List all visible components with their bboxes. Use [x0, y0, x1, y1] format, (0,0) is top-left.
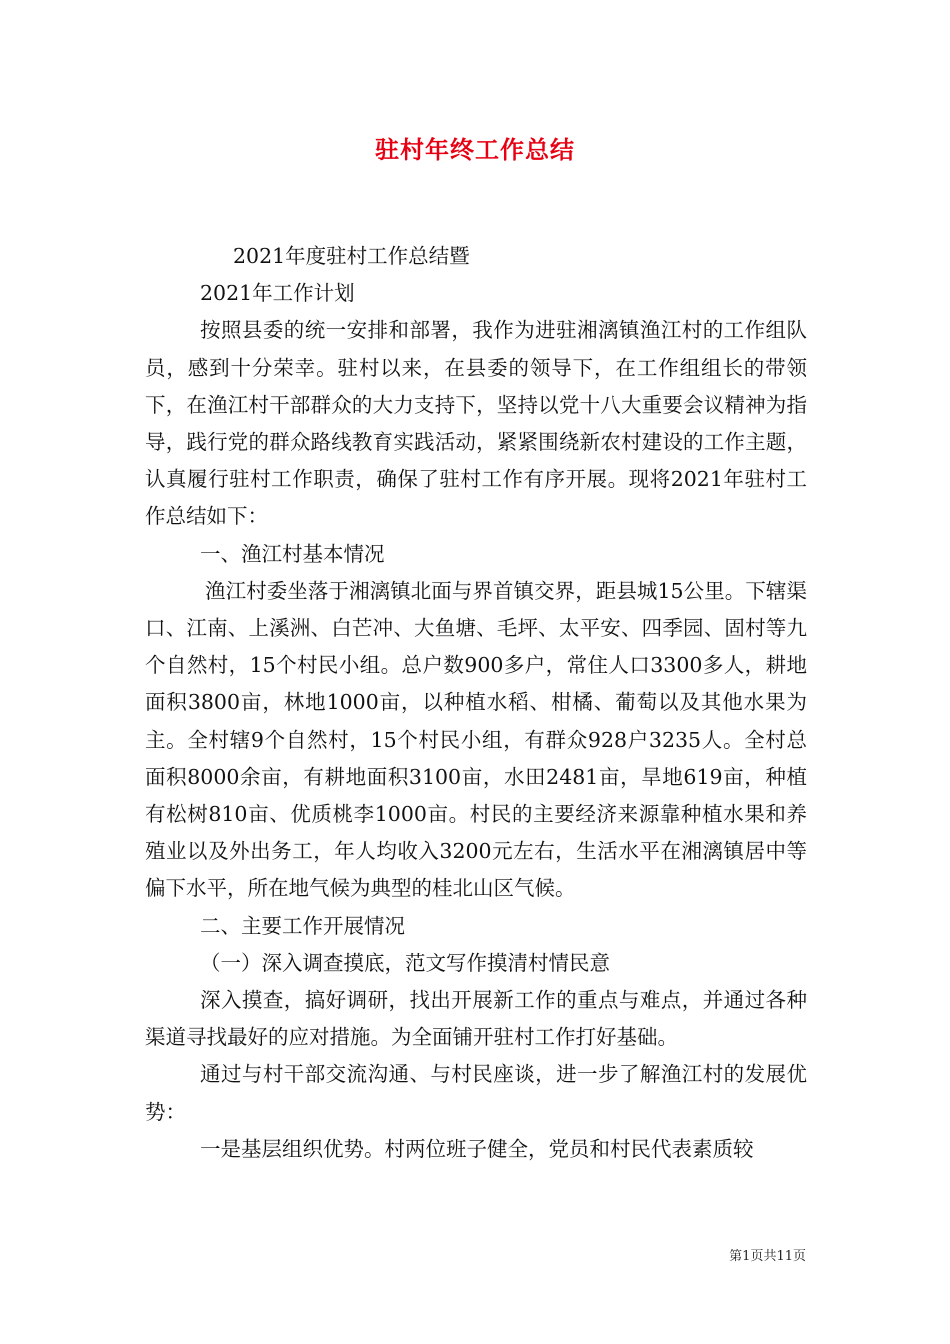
document-body [145, 238, 807, 1168]
subsection-1-heading: （一）深入调查摸底，范文写作摸清村情民意 [200, 950, 610, 975]
page-title: 驻村年终工作总结 [375, 136, 575, 164]
communication-paragraph: 通过与村干部交流沟通、与村民座谈，进一步了解渔江村的发展优势： [145, 1062, 807, 1124]
subtitle-line-2: 2021年工作计划 [200, 281, 355, 306]
page-footer: 第1页共11页 [729, 1249, 806, 1264]
section-2-heading: 二、主要工作开展情况 [200, 913, 405, 938]
section-1-heading: 一、渔江村基本情况 [200, 541, 385, 566]
section-1-body: 渔江村委坐落于湘漓镇北面与界首镇交界，距县城15公里。下辖渠口、江南、上溪洲、白芒冲、大鱼塘、毛坪、太平安、四季园、固村等九个自然村，15个村民小组。总户数900多户，常住人口3300多人，耕地面积3800亩，林地1000亩，以种植水稻、柑橘、葡萄以及其他水果为主。全村辖9个自然村，15个村民小组，有群众928户3235人。全村总面积8000余亩，有耕地面积3100亩，水田2481亩，旱地619亩，种植有松树810亩、优质桃李1000亩。村民的主要经济来源靠种植水果和养殖业以及外出务工，年人均收入3200元左右，生活水平在湘漓镇居中等偏下水平，所在地气候为典型的桂北山区气候。 [145, 578, 807, 901]
subsection-1-body: 深入摸查，搞好调研，找出开展新工作的重点与难点，并通过各种渠道寻找最好的应对措施。为全面铺开驻村工作打好基础。 [145, 988, 807, 1050]
intro-paragraph: 按照县委的统一安排和部署，我作为进驻湘漓镇渔江村的工作组队员，感到十分荣幸。驻村以来，在县委的领导下，在工作组组长的带领下，在渔江村干部群众的大力支持下，坚持以党十八大重要会议精神为指导，践行党的群众路线教育实践活动，紧紧围绕新农村建设的工作主题，认真履行驻村工作职责，确保了驻村工作有序开展。现将2021年驻村工作总结如下： [145, 318, 807, 529]
subtitle-line-1: 2021年度驻村工作总结暨 [233, 244, 470, 268]
advantage-1-paragraph: 一是基层组织优势。村两位班子健全，党员和村民代表素质较 [200, 1136, 754, 1161]
